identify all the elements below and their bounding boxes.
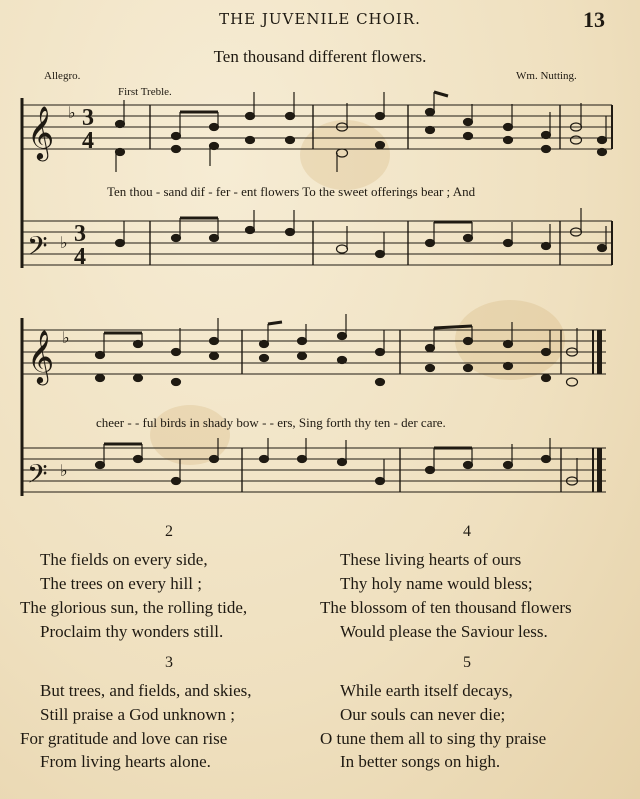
verse-number: 3 — [165, 654, 173, 671]
verse-line: From living hearts alone. — [40, 752, 211, 771]
verse-line: For gratitude and love can rise — [20, 729, 228, 748]
lyrics-line-2: cheer - - ful birds in shady bow - - ers, Sing forth thy ten - der care. — [96, 415, 446, 430]
barline — [242, 330, 561, 492]
flat-icon: ♭ — [62, 328, 70, 347]
verse-line: In better songs on high. — [340, 752, 501, 771]
song-title: Ten thousand different flowers. — [213, 47, 427, 66]
time-signature-top: 3 — [74, 221, 86, 247]
time-signature-bottom: 4 — [82, 128, 94, 154]
treble-staff-1 — [22, 105, 612, 149]
treble-notes-1 — [116, 92, 607, 172]
bass-staff-2 — [22, 448, 606, 492]
verse-line: The blossom of ten thousand flowers — [320, 598, 572, 617]
time-signature-top: 3 — [82, 105, 94, 131]
time-signature-bottom: 4 — [74, 244, 86, 270]
verse-line: Still praise a God unknown ; — [40, 705, 236, 724]
running-head: THE JUVENILE CHOIR. — [219, 10, 421, 28]
verse-line: Proclaim thy wonders still. — [40, 622, 224, 641]
bass-clef-icon: 𝄢 — [27, 458, 48, 496]
verse-line: The trees on every hill ; — [40, 574, 202, 593]
treble-clef-icon: 𝄞 — [27, 329, 55, 383]
bass-notes-2 — [96, 438, 578, 485]
verse-line: But trees, and fields, and skies, — [40, 681, 252, 700]
bass-notes-1 — [116, 208, 607, 258]
verse-number: 2 — [165, 523, 173, 540]
verse-line: These living hearts of ours — [340, 550, 522, 569]
part-label: First Treble. — [118, 86, 172, 98]
page-number: 13 — [583, 7, 605, 32]
treble-staff-2 — [22, 330, 606, 374]
flat-icon: ♭ — [60, 461, 68, 480]
verse-number: 5 — [463, 654, 471, 671]
flat-icon: ♭ — [60, 233, 68, 252]
bass-clef-icon: 𝄢 — [27, 230, 48, 268]
treble-clef-icon: 𝄞 — [27, 105, 55, 159]
treble-notes-2 — [96, 314, 578, 386]
tempo-marking: Allegro. — [44, 70, 81, 82]
verse-line: The fields on every side, — [40, 550, 208, 569]
flat-icon: ♭ — [68, 103, 76, 122]
final-barline — [593, 330, 602, 492]
verse-line: Thy holy name would bless; — [340, 574, 533, 593]
composer-credit: Wm. Nutting. — [516, 70, 577, 82]
verse-line: While earth itself decays, — [340, 681, 513, 700]
lyrics-line-1: Ten thou - sand dif - fer - ent flowers To the sweet offerings bear ; And — [107, 184, 476, 199]
bass-staff-1 — [22, 221, 612, 265]
verse-line: O tune them all to sing thy praise — [320, 729, 547, 748]
verse-line: Would please the Saviour less. — [340, 622, 548, 641]
verse-number: 4 — [463, 523, 471, 540]
verse-line: The glorious sun, the rolling tide, — [20, 598, 248, 617]
verse-line: Our souls can never die; — [340, 705, 506, 724]
